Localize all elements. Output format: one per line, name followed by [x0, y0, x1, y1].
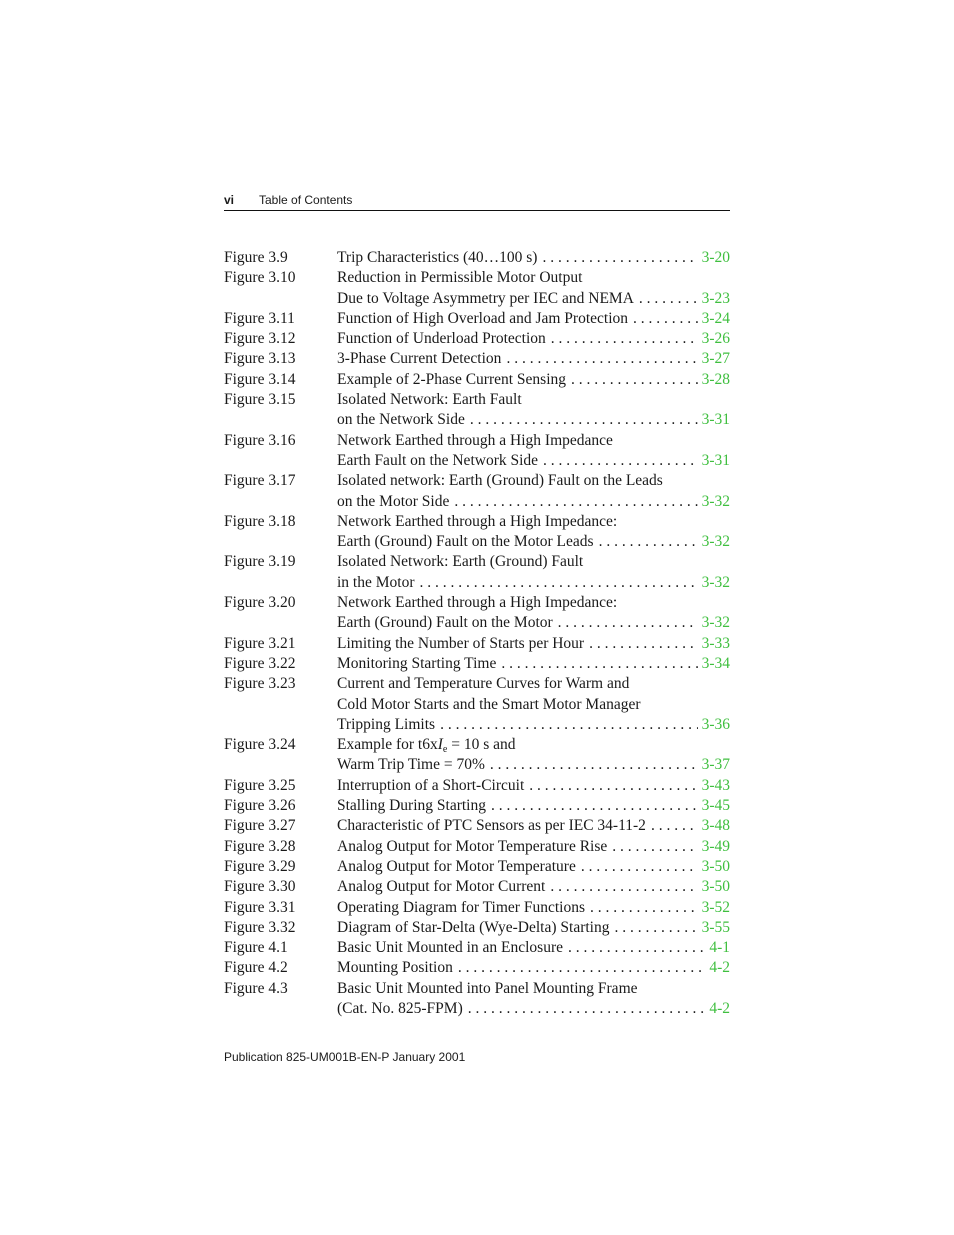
toc-line [224, 289, 730, 309]
figure-title: Diagram of Star-Delta (Wye-Delta) Starting [337, 918, 610, 936]
dot-leader [607, 837, 697, 857]
figure-title: Reduction in Permissible Motor Output [337, 269, 583, 287]
toc-entry [224, 857, 730, 877]
toc-entry [224, 370, 730, 390]
figure-label: Figure 3.9 [224, 249, 288, 266]
figure-title: Limiting the Number of Starts per Hour [337, 634, 585, 652]
page-link[interactable]: 3-32 [701, 533, 730, 551]
figure-title: Warm Trip Time = 70% [337, 756, 485, 774]
figure-label: Figure 3.25 [224, 776, 296, 794]
toc-entry [224, 309, 730, 329]
page-link[interactable]: 4-1 [709, 939, 730, 957]
figure-title: Function of Underload Protection [337, 330, 546, 348]
figure-title-row[interactable] [337, 329, 730, 349]
figure-title: Analog Output for Motor Current [337, 878, 546, 896]
toc-line [224, 431, 730, 451]
figure-label: Figure 3.17 [224, 472, 296, 490]
page-link[interactable]: 3-50 [701, 878, 730, 896]
figure-title-row[interactable] [337, 248, 730, 268]
toc-entry [224, 349, 730, 369]
page-link[interactable]: 3-49 [701, 837, 730, 855]
page-link[interactable]: 3-31 [701, 451, 730, 469]
page-number: vi [224, 193, 235, 207]
toc-entry [224, 776, 730, 796]
dot-leader [553, 613, 698, 633]
page-link[interactable]: 3-24 [701, 309, 730, 327]
figure-title: Current and Temperature Curves for Warm and [337, 675, 630, 693]
page-link[interactable]: 3-20 [701, 249, 730, 266]
toc-line [224, 370, 730, 390]
publication-footer: Publication 825-UM001B-EN-P January 2001 [224, 1050, 466, 1064]
figure-label: Figure 3.19 [224, 553, 296, 571]
toc-line [224, 248, 730, 268]
running-header [224, 191, 730, 211]
page-link[interactable]: 3-33 [701, 634, 730, 652]
page-link[interactable]: 3-28 [701, 370, 730, 388]
page-link[interactable]: 3-52 [701, 898, 730, 916]
toc-line [224, 837, 730, 857]
toc-line [224, 958, 730, 978]
figure-title-row[interactable] [337, 492, 730, 512]
figure-title: Cold Motor Starts and the Smart Motor Manager [337, 695, 641, 713]
dot-leader [538, 451, 698, 471]
figure-title-row[interactable] [337, 532, 730, 552]
figure-title-row[interactable] [337, 938, 730, 958]
dot-leader [524, 776, 697, 796]
figure-title: on the Network Side [337, 411, 465, 429]
dot-leader [449, 492, 697, 512]
figure-title-row[interactable] [337, 816, 730, 836]
toc-entry [224, 796, 730, 816]
figure-title-row[interactable] [337, 898, 730, 918]
dot-leader [585, 898, 698, 918]
figure-title: Analog Output for Motor Temperature Rise [337, 837, 608, 855]
page-link[interactable]: 3-32 [701, 573, 730, 591]
dot-leader [537, 248, 697, 268]
toc-line [224, 532, 730, 552]
dot-leader [545, 877, 697, 897]
figure-label: Figure 3.13 [224, 350, 296, 368]
figure-title: Network Earthed through a High Impedance: [337, 594, 618, 612]
figure-label: Figure 3.32 [224, 918, 296, 936]
figure-title: Trip Characteristics (40…100 s) [337, 249, 538, 266]
figure-title: Isolated Network: Earth (Ground) Fault [337, 553, 584, 571]
figure-title: Function of High Overload and Jam Protection [337, 309, 629, 327]
toc-line [224, 695, 730, 715]
figure-title: Basic Unit Mounted into Panel Mounting Frame [337, 979, 638, 997]
toc-entry [224, 958, 730, 978]
dot-leader [628, 309, 698, 329]
toc-entry [224, 837, 730, 857]
figure-title-row[interactable] [337, 837, 730, 857]
dot-leader [463, 999, 706, 1019]
toc-entry [224, 390, 730, 431]
toc-line [224, 552, 730, 572]
dot-leader [415, 573, 698, 593]
figure-label: Figure 4.3 [224, 979, 288, 997]
figure-label: Figure 3.15 [224, 391, 296, 409]
toc-line [224, 877, 730, 897]
figure-title-row[interactable] [337, 451, 730, 471]
list-of-figures [224, 248, 730, 1019]
figure-title: Isolated Network: Earth Fault [337, 391, 522, 409]
figure-label: Figure 3.20 [224, 594, 296, 612]
figure-title-row[interactable] [337, 958, 730, 978]
figure-title: Example of 2-Phase Current Sensing [337, 370, 567, 388]
figure-label: Figure 4.1 [224, 939, 288, 957]
toc-line [224, 573, 730, 593]
running-header-title: Table of Contents [259, 193, 353, 207]
dot-leader [634, 289, 698, 309]
page-link[interactable]: 3-50 [701, 857, 730, 875]
figure-title: Characteristic of PTC Sensors as per IEC 34-11-2 [337, 817, 646, 835]
figure-title-row[interactable] [337, 634, 730, 654]
figure-title-row[interactable] [337, 309, 730, 329]
page-link[interactable]: 3-43 [701, 776, 730, 794]
figure-title: Earth (Ground) Fault on the Motor Leads [337, 533, 594, 551]
toc-line [224, 999, 730, 1019]
toc-entry [224, 552, 730, 593]
dot-leader [435, 715, 698, 735]
toc-entry [224, 512, 730, 553]
toc-entry [224, 248, 730, 268]
figure-title: in the Motor [337, 573, 415, 591]
toc-line [224, 593, 730, 613]
toc-line [224, 898, 730, 918]
figure-label: Figure 3.14 [224, 370, 296, 388]
page-link[interactable]: 3-36 [701, 715, 730, 733]
figure-title: Analog Output for Motor Temperature [337, 857, 576, 875]
page-link[interactable]: 3-31 [701, 411, 730, 429]
page-link[interactable]: 3-34 [701, 654, 730, 672]
toc-entry [224, 593, 730, 634]
page-link[interactable]: 3-37 [701, 756, 730, 774]
toc-line [224, 715, 730, 735]
toc-entry [224, 898, 730, 918]
figure-label: Figure 3.11 [224, 309, 295, 327]
figure-title-row[interactable] [337, 613, 730, 633]
figure-title-row[interactable] [337, 796, 730, 816]
figure-label: Figure 3.27 [224, 817, 296, 835]
dot-leader [566, 370, 698, 390]
figure-title-row[interactable] [337, 349, 730, 369]
figure-title: Isolated network: Earth (Ground) Fault on the Leads [337, 472, 663, 490]
figure-title-row[interactable] [337, 654, 730, 674]
toc-line [224, 349, 730, 369]
dot-leader [486, 796, 698, 816]
toc-line [224, 268, 730, 288]
toc-line [224, 471, 730, 491]
figure-label: Figure 3.30 [224, 878, 296, 896]
page-link[interactable]: 3-32 [701, 492, 730, 510]
page-link[interactable]: 3-27 [701, 350, 730, 368]
dot-leader [576, 857, 698, 877]
figure-title: Basic Unit Mounted in an Enclosure [337, 939, 563, 957]
toc-line [224, 634, 730, 654]
figure-label: Figure 3.22 [224, 654, 296, 672]
figure-title-row[interactable] [337, 918, 730, 938]
dot-leader [594, 532, 698, 552]
page-link[interactable]: 3-55 [701, 918, 730, 936]
figure-label: Figure 3.10 [224, 269, 296, 287]
figure-title: Earth Fault on the Network Side [337, 451, 539, 469]
toc-entry [224, 329, 730, 349]
figure-title: Network Earthed through a High Impedance: [337, 512, 618, 530]
toc-line [224, 938, 730, 958]
figure-title: Stalling During Starting [337, 797, 486, 815]
figure-title-row[interactable] [337, 857, 730, 877]
toc-entry [224, 654, 730, 674]
dot-leader [496, 654, 697, 674]
page-link[interactable]: 4-2 [709, 959, 730, 977]
toc-entry [224, 938, 730, 958]
figure-title-row[interactable] [337, 289, 730, 309]
figure-title: Earth (Ground) Fault on the Motor [337, 614, 553, 632]
figure-title-row[interactable] [337, 877, 730, 897]
toc-entry [224, 918, 730, 938]
figure-label: Figure 3.26 [224, 797, 296, 815]
toc-entry [224, 268, 730, 309]
toc-line [224, 816, 730, 836]
toc-line [224, 979, 730, 999]
toc-line [224, 309, 730, 329]
figure-label: Figure 3.21 [224, 634, 296, 652]
toc-line [224, 735, 730, 755]
toc-line [224, 654, 730, 674]
dot-leader [563, 938, 705, 958]
page-link[interactable]: 3-45 [701, 797, 730, 815]
toc-line [224, 390, 730, 410]
figure-label: Figure 3.24 [224, 736, 296, 754]
figure-title: Tripping Limits [337, 715, 436, 733]
toc-line [224, 492, 730, 512]
toc-entry [224, 634, 730, 654]
toc-entry [224, 735, 730, 776]
toc-line [224, 776, 730, 796]
page-link[interactable]: 3-23 [701, 289, 730, 307]
figure-title-row[interactable] [337, 755, 730, 775]
figure-title: 3-Phase Current Detection [337, 350, 502, 368]
figure-title-row[interactable] [337, 999, 730, 1019]
dot-leader [646, 816, 698, 836]
figure-title: Network Earthed through a High Impedance [337, 431, 613, 449]
figure-title-row[interactable] [337, 776, 730, 796]
figure-label: Figure 3.16 [224, 431, 296, 449]
figure-label: Figure 3.23 [224, 675, 296, 693]
figure-title-row[interactable] [337, 370, 730, 390]
toc-line [224, 329, 730, 349]
figure-title: (Cat. No. 825-FPM) [337, 999, 463, 1017]
figure-title: Interruption of a Short-Circuit [337, 776, 525, 794]
page-link[interactable]: 3-48 [701, 817, 730, 835]
dot-leader [546, 329, 698, 349]
toc-entry [224, 471, 730, 512]
toc-line [224, 512, 730, 532]
toc-line [224, 857, 730, 877]
figure-title: Operating Diagram for Timer Functions [337, 898, 585, 916]
page-link[interactable]: 4-2 [709, 999, 730, 1017]
toc-entry [224, 674, 730, 735]
figure-title: Due to Voltage Asymmetry per IEC and NEMA [337, 289, 634, 307]
figure-title: on the Motor Side [337, 492, 450, 510]
figure-title-row[interactable] [337, 573, 730, 593]
page-link[interactable]: 3-26 [701, 330, 730, 348]
dot-leader [453, 958, 705, 978]
toc-line [224, 410, 730, 430]
toc-entry [224, 431, 730, 472]
toc-line [224, 613, 730, 633]
dot-leader [584, 634, 697, 654]
dot-leader [485, 755, 698, 775]
figure-label: Figure 3.18 [224, 512, 296, 530]
toc-entry [224, 979, 730, 1020]
page-link[interactable]: 3-32 [701, 614, 730, 632]
toc-line [224, 451, 730, 471]
figure-label: Figure 3.29 [224, 857, 296, 875]
dot-leader [465, 410, 698, 430]
figure-title-row[interactable] [337, 715, 730, 735]
toc-line [224, 674, 730, 694]
toc-entry [224, 877, 730, 897]
figure-title: Monitoring Starting Time [337, 654, 497, 672]
figure-title: Mounting Position [337, 959, 453, 977]
figure-label: Figure 3.31 [224, 898, 296, 916]
figure-label: Figure 3.12 [224, 330, 296, 348]
toc-line [224, 918, 730, 938]
figure-title: Example for $t6xI_e = 10$ s and [337, 736, 516, 756]
toc-line [224, 755, 730, 775]
toc-entry [224, 816, 730, 836]
dot-leader [501, 349, 697, 369]
figure-title-row[interactable] [337, 410, 730, 430]
toc-line [224, 796, 730, 816]
figure-label: Figure 4.2 [224, 959, 288, 977]
dot-leader [609, 918, 697, 938]
figure-label: Figure 3.28 [224, 837, 296, 855]
